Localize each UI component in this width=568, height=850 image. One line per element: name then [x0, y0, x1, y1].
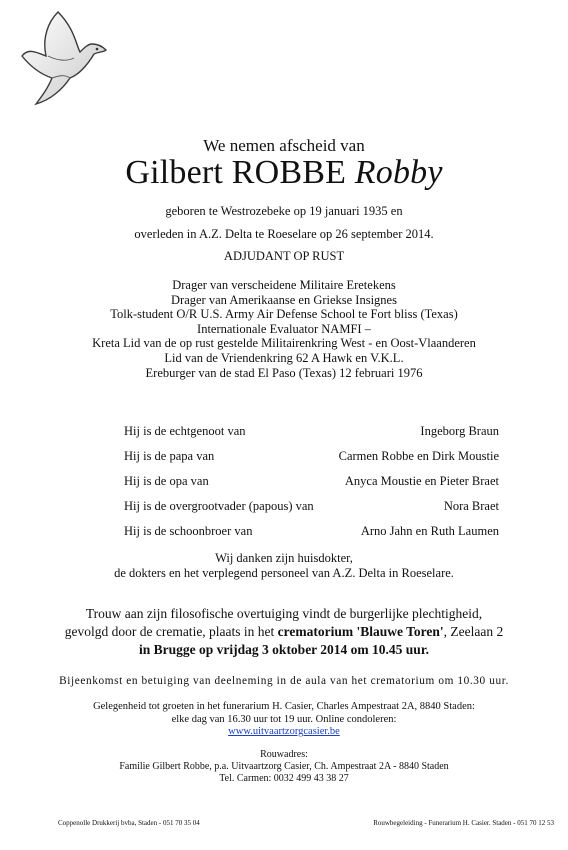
deceased-nickname: Robby: [354, 154, 443, 191]
thanks-text: [0, 551, 568, 581]
footer-funeral-home: Rouwbegeleiding - Funerarium H. Casier. Staden - 051 70 12 53: [373, 819, 554, 827]
family-names: Ingeborg Braun: [420, 424, 499, 438]
rank: ADJUDANT OP RUST: [223, 249, 345, 263]
ceremony-date: in Brugge op vrijdag 3 oktober 2014 om 10.45 uur.: [139, 642, 429, 657]
condolence-line: elke dag van 16.30 uur tot 19 uur. Online condoleren:: [171, 713, 397, 725]
honor-line: Internationale Evaluator NAMFI –: [197, 321, 371, 336]
family-relation: Hij is de overgrootvader (papous) van: [124, 499, 314, 513]
dove-icon: [18, 8, 108, 108]
mourning-address: [0, 749, 568, 785]
thanks-line: de dokters en het verplegend personeel van A.Z. Delta in Roeselare.: [114, 566, 454, 580]
life-dates: [0, 200, 568, 246]
family-relation: Hij is de opa van: [124, 474, 209, 488]
mourning-label: Rouwadres:: [260, 749, 308, 760]
meeting-text: Bijeenkomst en betuiging van deelneming in de aula van het crematorium om 10.30 uur.: [59, 675, 509, 687]
honors-list: [0, 278, 568, 380]
honor-line: Tolk-student O/R U.S. Army Air Defense School te Fort bliss (Texas): [110, 307, 458, 322]
thanks-line: Wij danken zijn huisdokter,: [215, 551, 353, 565]
birth-line: geboren te Westrozebeke op 19 januari 1935 en: [165, 204, 403, 218]
honor-line: Kreta Lid van de op rust gestelde Militairenkring West - en Oost-Vlaanderen: [92, 336, 476, 351]
honor-line: Drager van Amerikaanse en Griekse Insignes: [171, 292, 397, 307]
honor-line: Drager van verscheidene Militaire Eretekens: [172, 278, 396, 292]
ceremony-text-pre: gevolgd door de crematie, plaats in het: [64, 624, 278, 639]
honor-line: Lid van de Vriendenkring 62 A Hawk en V.K.L.: [164, 350, 404, 365]
honor-line: Ereburger van de stad El Paso (Texas) 12 februari 1976: [145, 365, 423, 380]
ceremony-text-post: , Zeelaan 2: [443, 624, 504, 639]
footer-printer: Coppenolle Drukkerij bvba, Staden - 051 70 35 04: [58, 819, 200, 827]
intro-text: We nemen afscheid van: [203, 136, 365, 155]
family-names: Anyca Moustie en Pieter Braet: [344, 474, 499, 488]
ceremony-line: [0, 623, 568, 641]
condolence-link[interactable]: www.uitvaartzorgcasier.be: [228, 726, 340, 738]
mourning-line: Familie Gilbert Robbe, p.a. Uitvaartzorg Casier, Ch. Ampestraat 2A - 8840 Staden: [119, 761, 449, 772]
ceremony-date-line: [0, 641, 568, 659]
family-names: Carmen Robbe en Dirk Moustie: [338, 449, 499, 463]
condolence-line: Gelegenheid tot groeten in het funerarium H. Casier, Charles Ampestraat 2A, 8840 Staden:: [93, 701, 475, 712]
ceremony-line: Trouw aan zijn filosofische overtuiging vindt de burgerlijke plechtigheid,: [85, 606, 483, 621]
death-line: overleden in A.Z. Delta te Roeselare op 26 september 2014.: [134, 227, 434, 241]
family-relation: Hij is de papa van: [124, 449, 215, 463]
condolence-info: [0, 701, 568, 739]
family-relation: Hij is de echtgenoot van: [124, 424, 246, 438]
mourning-phone: Tel. Carmen: 0032 499 43 38 27: [219, 773, 349, 784]
deceased-name-main: Gilbert ROBBE: [125, 154, 355, 191]
family-names: Arno Jahn en Ruth Laumen: [360, 524, 499, 538]
family-names: Nora Braet: [443, 499, 499, 513]
deceased-name: [0, 154, 568, 192]
ceremony-text: [0, 605, 568, 659]
crematorium-name: crematorium 'Blauwe Toren': [277, 624, 444, 639]
family-relation: Hij is de schoonbroer van: [124, 524, 253, 538]
